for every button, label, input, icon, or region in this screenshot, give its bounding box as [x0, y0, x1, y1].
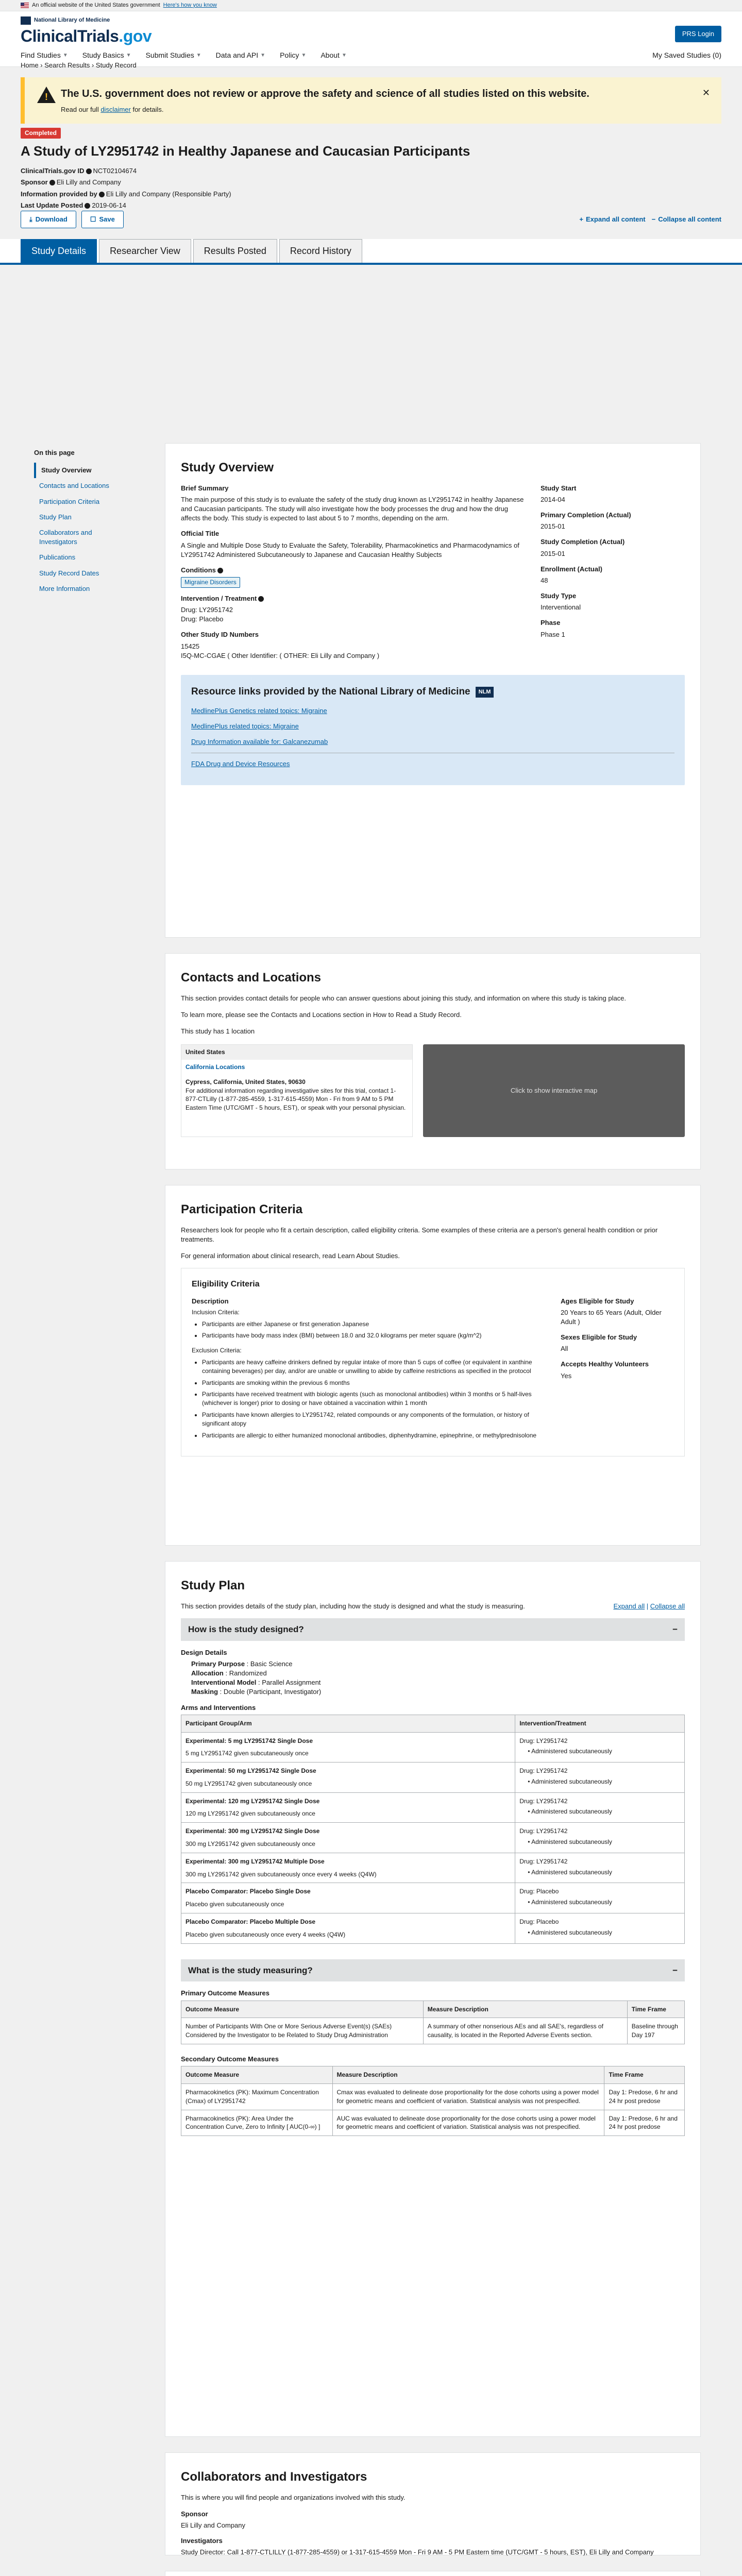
side-nav-item[interactable]: Contacts and Locations [39, 482, 109, 490]
design-accordion[interactable] [181, 1618, 685, 1641]
disclaimer-alert [21, 77, 721, 124]
side-nav-item[interactable]: Study Overview [34, 463, 127, 478]
tab-results-posted[interactable]: Results Posted [193, 239, 277, 263]
investigator-value: Study Director: Call 1-877-CTLILLY (1-877-285-4559) or 1-317-615-4559 Mon - Fri 9 AM - 5 PM Eastern time (UTC/GMT - 5 hours, EST), Eli Lilly and Company [181, 2548, 654, 2556]
arm-desc: 120 mg LY2951742 given subcutaneously once [185, 1810, 315, 1818]
breadcrumb[interactable]: Home › Search Results › Study Record [21, 61, 137, 69]
study-completion-label: Study Completion (Actual) [541, 538, 625, 546]
info-label: Information provided by [21, 190, 97, 198]
side-nav-title: On this page [34, 449, 75, 456]
arm-desc: 5 mg LY2951742 given subcutaneously once [185, 1750, 309, 1757]
minus-icon: − [672, 1624, 678, 1634]
table-row [181, 1792, 685, 1823]
map-placeholder[interactable] [423, 1044, 685, 1137]
expand-label: Expand all content [586, 215, 646, 223]
intervention-note: • Administered subcutaneously [528, 1748, 612, 1755]
exclusion-item: • Participants have received treatment with biologic agents (such as monoclonal antibodies) within 3 months or 5 half-lives (whichever is longer) prior to dosing or have obtained a vaccination within 1 month [202, 1390, 545, 1408]
enrollment-label: Enrollment (Actual) [541, 565, 602, 573]
table-header: Outcome Measure [181, 2066, 333, 2084]
nav-study-basics[interactable] [82, 50, 131, 61]
measure-description: A summary of other nonserious AEs and all SAE's, regardless of causality, is located in the Reported Adverse Events section. [423, 2018, 627, 2044]
section-title: Participation Criteria [181, 1202, 303, 1216]
side-nav-item[interactable]: Study Plan [39, 513, 72, 521]
gov-banner-text: An official website of the United States government [32, 2, 160, 8]
time-frame: Day 1: Predose, 6 hr and 24 hr post predose [604, 2084, 685, 2110]
inclusion-item: • Participants have body mass index (BMI) between 18.0 and 32.0 kilograms per meter square (kg/m^2) [202, 1331, 545, 1340]
collaborators-section [165, 2452, 701, 2555]
arm-desc: 300 mg LY2951742 given subcutaneously once every 4 weeks (Q4W) [185, 1870, 377, 1878]
alert-title: The U.S. government does not review or approve the safety and science of all studies listed on this website. [61, 88, 589, 99]
nav-policy[interactable] [280, 50, 306, 61]
location-list [181, 1044, 413, 1137]
primary-outcomes-table [181, 2001, 685, 2044]
chevron-down-icon: ▼ [196, 52, 201, 58]
save-label: Save [99, 215, 115, 223]
table-row [181, 1762, 685, 1793]
official-title: A Single and Multiple Dose Study to Evaluate the Safety, Tolerability, Pharmacokinetics and Pharmacodynamics of LY2951742 Administered Subcutaneously to Japanese and Caucasian Healthy Subjects [181, 541, 519, 558]
intervention-cell [515, 1823, 685, 1853]
intervention-note: • Administered subcutaneously [528, 1838, 612, 1846]
accordion-title: What is the study measuring? [188, 1965, 313, 1975]
arm-cell [181, 1853, 515, 1883]
arm-title: Placebo Comparator: Placebo Multiple Dose [185, 1918, 316, 1926]
nlm-resources-box [181, 675, 685, 785]
bookmark-icon: ☐ [90, 215, 96, 223]
study-type-label: Study Type [541, 592, 577, 600]
info-icon[interactable] [49, 180, 55, 185]
page-title: A Study of LY2951742 in Healthy Japanese and Caucasian Participants [21, 143, 470, 159]
nav-find-studies[interactable] [21, 50, 68, 61]
phase-value: Phase 1 [541, 630, 565, 638]
intervention-desc: Administered subcutaneously [531, 1928, 612, 1936]
table-header: Participant Group/Arm [181, 1715, 515, 1732]
measure-description: Cmax was evaluated to delineate dose proportionality for the dose cohorts using a power model for geometric means and coefficient of variation. Statistical analysis was not prespecified. [332, 2084, 604, 2110]
arm-desc: Placebo given subcutaneously once [185, 1901, 284, 1908]
primary-completion-value: 2015-01 [541, 522, 565, 531]
masthead [0, 11, 742, 67]
sponsor-label: Sponsor [21, 178, 48, 187]
intervention-desc: Administered subcutaneously [531, 1899, 612, 1906]
nlm-logo-icon [21, 16, 31, 25]
design-details-label: Design Details [181, 1648, 227, 1656]
info-icon[interactable] [217, 568, 223, 573]
status-badge: Completed [21, 128, 61, 139]
id-label: ClinicalTrials.gov ID [21, 167, 85, 175]
intervention-name: Drug: LY2951742 [519, 1767, 568, 1775]
side-nav [34, 448, 127, 597]
intervention-desc: Administered subcutaneously [531, 1777, 612, 1785]
last-update-label: Last Update Posted [21, 201, 83, 209]
table-row [181, 1853, 685, 1883]
resource-link[interactable]: FDA Drug and Device Resources [191, 760, 290, 768]
intervention-name: Drug: LY2951742 [519, 1857, 568, 1865]
last-update-line [21, 201, 721, 210]
design-key: Masking [191, 1688, 218, 1696]
study-overview-section [165, 443, 701, 938]
arm-title: Experimental: 50 mg LY2951742 Single Dose [185, 1767, 316, 1775]
site-logo[interactable] [21, 25, 151, 48]
other-id-item: 15425 [181, 642, 200, 650]
action-row [21, 211, 721, 228]
healthy-volunteers-label: Accepts Healthy Volunteers [561, 1360, 649, 1368]
minus-icon: − [651, 215, 656, 223]
arm-title: Experimental: 300 mg LY2951742 Multiple Dose [185, 1857, 325, 1865]
sponsor-label: Sponsor [181, 2510, 208, 2518]
table-header: Time Frame [627, 2001, 684, 2018]
intervention-note: • Administered subcutaneously [528, 1777, 612, 1785]
study-completion-value: 2015-01 [541, 549, 565, 557]
side-nav-item[interactable]: More Information [39, 584, 90, 592]
collapse-label: Collapse all content [658, 215, 721, 223]
eligibility-title: Eligibility Criteria [192, 1280, 260, 1289]
info-icon[interactable] [86, 168, 92, 174]
chevron-down-icon: ▼ [126, 52, 131, 58]
map-label: Click to show interactive map [510, 1087, 598, 1095]
intervention-cell [515, 1913, 685, 1944]
arm-desc: 50 mg LY2951742 given subcutaneously once [185, 1780, 312, 1787]
intervention-cell [515, 1853, 685, 1883]
gov-banner-link[interactable]: Here's how you know [163, 2, 217, 8]
prs-login-button[interactable]: PRS Login [675, 26, 721, 42]
sponsor-value: Eli Lilly and Company [181, 2521, 246, 2529]
location-count: This study has 1 location [181, 1027, 255, 1035]
section-description: This section provides details of the study plan, including how the study is designed and what the study is measuring. [181, 1602, 525, 1610]
exclusion-item: • Participants are heavy caffeine drinkers defined by regular intake of more than 5 cups of coffee (or equivalent in xanthine containing beverages) per day, and/or are unable or unwilling to abide by caffeine restrictions as specified in the protocol [202, 1358, 545, 1376]
arm-cell [181, 1913, 515, 1944]
intervention-desc: Administered subcutaneously [531, 1868, 612, 1876]
ages-label: Ages Eligible for Study [561, 1297, 634, 1305]
saved-studies-link[interactable]: My Saved Studies (0) [652, 51, 721, 59]
intervention-note: • Administered subcutaneously [528, 1928, 612, 1936]
nav-label: Data and API [215, 51, 259, 59]
arm-cell [181, 1792, 515, 1823]
healthy-volunteers-value: Yes [561, 1371, 572, 1380]
measure-description: AUC was evaluated to delineate dose proportionality for the dose cohorts using a power model for geometric means and coefficient of variation. Statistical analysis was not prespecified. [332, 2110, 604, 2136]
table-row [181, 2084, 685, 2110]
info-line [21, 190, 721, 199]
intervention-item: Drug: LY2951742 [181, 606, 233, 614]
table-header: Time Frame [604, 2066, 685, 2084]
section-title: Study Plan [181, 1579, 245, 1592]
study-id: NCT02104674 [93, 167, 137, 175]
side-nav-item[interactable]: Participation Criteria [39, 497, 100, 505]
design-value: Parallel Assignment [262, 1679, 321, 1687]
gov-banner [0, 0, 742, 11]
nlm-badge: NLM [476, 687, 494, 698]
study-plan-section [165, 1561, 701, 2437]
table-header: Measure Description [423, 2001, 627, 2018]
design-key: Allocation [191, 1669, 224, 1677]
org-name: National Library of Medicine [34, 17, 110, 24]
design-key: Primary Purpose [191, 1659, 245, 1668]
chevron-down-icon: ▼ [341, 52, 347, 58]
intervention-name: Drug: Placebo [519, 1888, 559, 1895]
tab-bar [0, 239, 742, 265]
outcome-measure: Number of Participants With One or More Serious Adverse Event(s) (SAEs) Considered by the Investigator to be Related to Study Drug Administration [181, 2018, 424, 2044]
arm-desc: Placebo given subcutaneously once every 4 weeks (Q4W) [185, 1930, 346, 1938]
secondary-outcomes-label: Secondary Outcome Measures [181, 2055, 279, 2063]
table-row [181, 1913, 685, 1944]
intervention-name: Drug: LY2951742 [519, 1797, 568, 1805]
study-id-line [21, 166, 721, 176]
arm-desc: 300 mg LY2951742 given subcutaneously once [185, 1840, 315, 1848]
arm-title: Experimental: 120 mg LY2951742 Single Dose [185, 1797, 320, 1805]
arm-cell [181, 1823, 515, 1853]
resource-link[interactable]: MedlinePlus related topics: Migraine [191, 722, 299, 730]
section-title: Study Overview [181, 461, 274, 474]
download-icon: ⤓ [29, 215, 32, 223]
info-icon[interactable] [99, 192, 105, 197]
download-label: Download [35, 215, 68, 223]
resource-link[interactable]: MedlinePlus Genetics related topics: Migraine [191, 706, 327, 715]
study-start-label: Study Start [541, 484, 577, 492]
brief-summary-label: Brief Summary [181, 484, 229, 492]
info-icon[interactable] [258, 596, 264, 602]
brief-summary: The main purpose of this study is to evaluate the safety of the study drug known as LY2951742 in healthy Japanese and Caucasian participants. The study will also investigate how the body processes the drug and how the drug affects the body. This study is expected to last about 5 to 7 months, depending on the arm. [181, 495, 524, 522]
alert-text [61, 105, 711, 114]
alert-text-pre: Read our full [61, 106, 101, 113]
section-description-row: This section provides details of the study plan, including how the study is designed and what the study is measuring. Expand all | Collapse all [181, 1602, 685, 1610]
collapse-all-button[interactable] [652, 215, 721, 224]
study-type-value: Interventional [541, 603, 581, 612]
outcome-measure: Pharmacokinetics (PK): Maximum Concentration (Cmax) of LY2951742 [181, 2084, 333, 2110]
study-header [21, 128, 721, 212]
nav-data-api[interactable] [216, 50, 265, 61]
arm-cell [181, 1732, 515, 1762]
inclusion-header: Inclusion Criteria: [192, 1308, 240, 1316]
accordion-title: How is the study designed? [188, 1624, 304, 1634]
measure-accordion[interactable] [181, 1959, 685, 1982]
nav-label: Find Studies [21, 51, 61, 59]
section-description: Researchers look for people who fit a certain description, called eligibility criteria. Some examples of these criteria are a person's general health condition or prior treatments. [181, 1226, 658, 1243]
intervention-name: Drug: LY2951742 [519, 1827, 568, 1835]
expand-all-link[interactable]: Expand all [613, 1602, 645, 1610]
table-row [181, 1883, 685, 1913]
plus-icon: + [579, 215, 584, 223]
study-start-value: 2014-04 [541, 495, 565, 503]
nav-right [652, 50, 721, 61]
info-value: Eli Lilly and Company (Responsible Party) [106, 190, 231, 198]
sponsor-line [21, 178, 721, 187]
warning-icon [37, 87, 56, 103]
sponsor-value: Eli Lilly and Company [56, 178, 121, 187]
table-row [181, 2018, 685, 2044]
nav-about[interactable] [321, 50, 347, 61]
intervention-note: • Administered subcutaneously [528, 1868, 612, 1876]
conditions-label-text: Conditions [181, 566, 216, 574]
other-ids-label: Other Study ID Numbers [181, 631, 259, 639]
country-header: United States [181, 1045, 412, 1060]
arms-label: Arms and Interventions [181, 1703, 256, 1711]
design-key: Interventional Model [191, 1679, 257, 1687]
side-nav-item[interactable]: Publications [39, 553, 76, 562]
intervention-note: • Administered subcutaneously [528, 1899, 612, 1906]
intervention-desc: Administered subcutaneously [531, 1808, 612, 1816]
alert-text-post: for details. [130, 106, 164, 113]
nav-submit-studies[interactable] [146, 50, 201, 61]
intervention-desc: Administered subcutaneously [531, 1748, 612, 1755]
design-details: Primary Purpose : Basic Science Allocation : Randomized Interventional Model : Parallel Assignment Masking : Double (Participant, Investigator) [191, 1659, 322, 1696]
intervention-name: Drug: Placebo [519, 1918, 559, 1926]
intervention-desc: Administered subcutaneously [531, 1838, 612, 1846]
tab-record-history[interactable]: Record History [279, 239, 362, 263]
design-value: Randomized [229, 1669, 267, 1677]
table-header: Outcome Measure [181, 2001, 424, 2018]
publications-section [165, 2571, 701, 2576]
side-nav-item[interactable]: Collaborators and Investigators [39, 528, 92, 546]
resource-link[interactable]: Drug Information available for: Galcanezumab [191, 737, 328, 745]
chevron-down-icon: ▼ [62, 52, 68, 58]
description-label: Description [192, 1297, 229, 1305]
info-icon[interactable] [85, 203, 90, 209]
enrollment-value: 48 [541, 576, 548, 584]
section-description: This section provides contact details for people who can answer questions about joining this study, and information on where this study is taking place. [181, 994, 627, 1002]
site-name-2: .gov [119, 27, 152, 45]
close-icon[interactable]: ✕ [702, 88, 710, 98]
exclusion-header: Exclusion Criteria: [192, 1347, 242, 1354]
section-title: Collaborators and Investigators [181, 2470, 367, 2484]
intervention-label [181, 594, 525, 603]
condition-tag[interactable]: Migraine Disorders [181, 577, 240, 588]
last-update-value: 2019-06-14 [92, 201, 126, 209]
intervention-cell [515, 1883, 685, 1913]
chevron-down-icon: ▼ [301, 52, 307, 58]
chevron-down-icon: ▼ [260, 52, 266, 58]
site-name-1: ClinicalTrials [21, 27, 119, 45]
expand-all-button[interactable] [579, 215, 645, 224]
arm-cell [181, 1883, 515, 1913]
table-header: Measure Description [332, 2066, 604, 2084]
site-detail: For additional information regarding investigative sites for this trial, contact 1-877-CTLilly (1-877-285-4559, 1-317-615-4559) Mon - Fri from 9 AM to 5 PM Eastern Time (UTC/GMT - 5 hours, EST), or speak with your personal physician. [185, 1087, 406, 1112]
investigators-label: Investigators [181, 2537, 223, 2545]
table-header: Intervention/Treatment [515, 1715, 685, 1732]
other-id-item: I5Q-MC-CGAE ( Other Identifier: ( OTHER: Eli Lilly and Company ) [181, 651, 380, 659]
arm-title: Experimental: 300 mg LY2951742 Single Dose [185, 1827, 320, 1835]
learn-more-text: To learn more, please see the Contacts and Locations section in How to Read a Study Record. [181, 1010, 462, 1019]
table-row [181, 2110, 685, 2136]
resources-title: Resource links provided by the National Library of Medicine [191, 686, 470, 698]
exclusion-item: • Participants have known allergies to LY2951742, related compounds or any components of the formulation, or history of significant atopy [202, 1411, 545, 1428]
official-title-label: Official Title [181, 530, 220, 538]
phase-label: Phase [541, 619, 561, 627]
arms-table [181, 1715, 685, 1944]
sexes-label: Sexes Eligible for Study [561, 1333, 637, 1342]
collapse-all-link[interactable]: Collapse all [650, 1602, 685, 1610]
sexes-value: All [561, 1345, 568, 1353]
intervention-note: • Administered subcutaneously [528, 1808, 612, 1816]
intervention-item: Drug: Placebo [181, 615, 224, 623]
time-frame: Day 1: Predose, 6 hr and 24 hr post predose [604, 2110, 685, 2136]
exclusion-item: • Participants are allergic to either humanized monoclonal antibodies, diphenhydramine, epinephrine, or methylprednisolone [202, 1431, 545, 1440]
intervention-label-text: Intervention / Treatment [181, 594, 257, 602]
intervention-cell [515, 1732, 685, 1762]
tab-researcher-view[interactable]: Researcher View [99, 239, 191, 263]
exclusion-item: • Participants are smoking within the previous 6 months [202, 1379, 545, 1387]
time-frame: Baseline through Day 197 [627, 2018, 684, 2044]
tab-study-details[interactable]: Study Details [21, 239, 97, 263]
criteria-section [165, 1185, 701, 1546]
ages-value: 20 Years to 65 Years (Adult, Older Adult ) [561, 1308, 662, 1326]
secondary-outcomes-table [181, 2066, 685, 2136]
general-info-text: For general information about clinical research, read Learn About Studies. [181, 1251, 400, 1260]
primary-outcomes-label: Primary Outcome Measures [181, 1989, 269, 1997]
design-value: Double (Participant, Investigator) [223, 1688, 322, 1696]
arm-cell [181, 1762, 515, 1793]
arm-title: Placebo Comparator: Placebo Single Dose [185, 1888, 311, 1895]
nav-label: Policy [280, 51, 299, 59]
nav-label: Submit Studies [145, 51, 194, 59]
design-value: Basic Science [250, 1659, 293, 1668]
section-description: This is where you will find people and organizations involved with this study. [181, 2493, 406, 2501]
disclaimer-link[interactable]: disclaimer [100, 106, 131, 113]
inclusion-item: • Participants are either Japanese or first generation Japanese [202, 1320, 545, 1329]
section-title: Contacts and Locations [181, 971, 322, 985]
side-nav-item[interactable]: Study Record Dates [39, 569, 99, 577]
intervention-cell [515, 1762, 685, 1793]
nav-label: About [321, 51, 340, 59]
nlm-logo[interactable] [21, 16, 110, 25]
contacts-section [165, 953, 701, 1170]
minus-icon: − [672, 1965, 678, 1975]
table-row [181, 1823, 685, 1853]
site-name: Cypress, California, United States, 90630 [185, 1078, 306, 1086]
intervention-cell [515, 1792, 685, 1823]
primary-completion-label: Primary Completion (Actual) [541, 511, 631, 519]
intervention-name: Drug: LY2951742 [519, 1737, 568, 1744]
main-nav [21, 50, 347, 61]
us-flag-icon [21, 3, 29, 8]
state-header[interactable]: California Locations [181, 1060, 412, 1075]
table-row [181, 1732, 685, 1762]
conditions-label [181, 566, 525, 575]
save-button[interactable] [81, 211, 124, 228]
arm-title: Experimental: 5 mg LY2951742 Single Dose [185, 1737, 313, 1744]
nav-label: Study Basics [82, 51, 124, 59]
download-button[interactable] [21, 211, 76, 228]
outcome-measure: Pharmacokinetics (PK): Area Under the Concentration Curve, Zero to Infinity [ AUC(0-∞) ] [181, 2110, 333, 2136]
eligibility-box [181, 1268, 685, 1456]
